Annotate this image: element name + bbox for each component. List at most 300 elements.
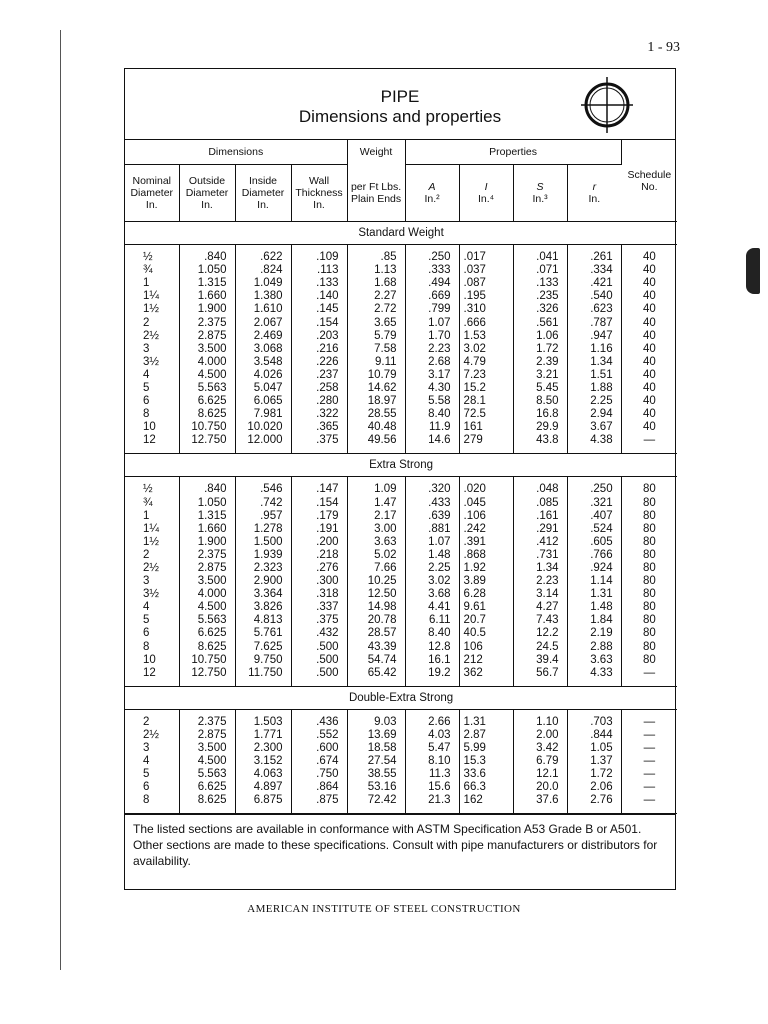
section-modulus-cell: 2.00 [513,729,567,742]
radius-of-gyration-cell: .540 [567,290,621,303]
area-cell: 4.41 [405,601,459,614]
schedule-no-cell: 80 [642,653,656,666]
nominal-diameter-cell: 3 [125,575,179,588]
weight-per-ft-cell: 3.65 [347,316,405,329]
weight-per-ft-cell: 7.66 [347,562,405,575]
schedule-no-cell: — [643,728,656,741]
section-modulus-cell: 6.79 [513,755,567,768]
weight-per-ft-cell: 54.74 [347,654,405,667]
area-cell: .333 [405,264,459,277]
page-number: 1 - 93 [647,40,680,55]
weight-header: Weight [347,140,405,165]
nominal-diameter-cell: ½ [125,251,179,264]
page-edge-mark [746,248,760,294]
weight-per-ft-cell: 2.27 [347,290,405,303]
moment-of-inertia-cell: .391 [459,536,513,549]
moment-of-inertia-cell: 15.2 [459,382,513,395]
section-modulus-cell: 4.27 [513,601,567,614]
wall-thickness-cell: .276 [291,562,347,575]
moment-of-inertia-cell: 362 [459,667,513,680]
table-row [125,421,677,434]
wall-thickness-cell: .280 [291,395,347,408]
inside-diameter-cell: 1.939 [235,549,291,562]
weight-per-ft-cell: 1.68 [347,277,405,290]
radius-of-gyration-cell: .524 [567,523,621,536]
schedule-no-cell: 80 [642,575,656,588]
moment-of-inertia-cell: 3.89 [459,575,513,588]
table-row [125,562,677,575]
moment-of-inertia-cell: 15.3 [459,755,513,768]
table-row [125,667,677,680]
pipe-table-frame [124,68,676,890]
table-row [125,497,677,510]
schedule-no-cell: — [643,794,656,807]
area-header: A In.² [405,165,459,222]
dimensions-header: Dimensions [125,140,347,165]
schedule-no-cell: 40 [642,264,656,277]
schedule-no-cell: — [643,434,656,447]
section-modulus-cell: 2.23 [513,575,567,588]
schedule-no-cell: 40 [642,381,656,394]
area-cell: .799 [405,303,459,316]
section-label: Standard Weight [125,222,677,245]
radius-of-gyration-cell: 1.72 [567,768,621,781]
schedule-no-cell: 80 [642,496,656,509]
schedule-no-cell: 80 [642,640,656,653]
wall-thickness-cell: .337 [291,601,347,614]
inside-diameter-cell: 12.000 [235,434,291,447]
section-modulus-cell: .412 [513,536,567,549]
moment-of-inertia-cell: 4.79 [459,356,513,369]
moment-of-inertia-cell: .666 [459,316,513,329]
section-modulus-cell: 1.72 [513,343,567,356]
wall-thickness-cell: .133 [291,277,347,290]
nominal-diameter-cell: 1 [125,277,179,290]
radius-of-gyration-cell: 2.25 [567,395,621,408]
moment-of-inertia-cell: 106 [459,641,513,654]
weight-per-ft-cell: 49.56 [347,434,405,447]
section-modulus-cell: 8.50 [513,395,567,408]
outside-diameter-cell: 2.375 [179,716,235,729]
nominal-diameter-cell: 2 [125,549,179,562]
section-modulus-cell: 3.14 [513,588,567,601]
outside-diameter-header: Outside Diameter In. [179,165,235,222]
wall-thickness-cell: .432 [291,627,347,640]
table-row [125,768,677,781]
weight-per-ft-cell: 2.17 [347,510,405,523]
nominal-diameter-cell: 3½ [125,356,179,369]
table-row [125,356,677,369]
area-cell: 2.25 [405,562,459,575]
weight-per-ft-cell: 5.02 [347,549,405,562]
schedule-no-cell: 40 [642,303,656,316]
nominal-diameter-cell: 4 [125,369,179,382]
outside-diameter-cell: 8.625 [179,794,235,807]
area-cell: .250 [405,251,459,264]
wall-thickness-cell: .674 [291,755,347,768]
moment-of-inertia-cell: .020 [459,483,513,496]
inside-diameter-cell: 3.364 [235,588,291,601]
table-row [125,316,677,329]
outside-diameter-cell: 1.315 [179,277,235,290]
inside-diameter-cell: 1.049 [235,277,291,290]
wall-thickness-cell: .200 [291,536,347,549]
moment-of-inertia-cell: .017 [459,251,513,264]
section-modulus-header: S In.³ [513,165,567,222]
moment-of-inertia-cell: 3.02 [459,343,513,356]
wall-thickness-cell: .191 [291,523,347,536]
wall-thickness-cell: .500 [291,641,347,654]
outside-diameter-cell: 4.500 [179,755,235,768]
table-row [125,523,677,536]
radius-of-gyration-cell: .924 [567,562,621,575]
moment-of-inertia-cell: 9.61 [459,601,513,614]
table-row [125,251,677,264]
outside-diameter-cell: 2.875 [179,562,235,575]
table-row [125,277,677,290]
section-modulus-cell: .291 [513,523,567,536]
weight-per-ft-cell: 27.54 [347,755,405,768]
radius-of-gyration-cell: 1.31 [567,588,621,601]
outside-diameter-cell: 3.500 [179,343,235,356]
nominal-diameter-cell: 1½ [125,303,179,316]
moment-of-inertia-cell: 66.3 [459,781,513,794]
outside-diameter-cell: 12.750 [179,434,235,447]
section-modulus-cell: 16.8 [513,408,567,421]
nominal-diameter-cell: 2 [125,716,179,729]
moment-of-inertia-cell: .242 [459,523,513,536]
wall-thickness-cell: .237 [291,369,347,382]
nominal-diameter-cell: 5 [125,382,179,395]
schedule-no-cell: 80 [642,522,656,535]
section-label: Double-Extra Strong [125,686,677,709]
table-row [125,716,677,729]
inside-diameter-cell: 7.981 [235,408,291,421]
radius-of-gyration-cell: 4.33 [567,667,621,680]
area-cell: 5.58 [405,395,459,408]
schedule-no-cell: — [643,755,656,768]
wall-thickness-cell: .436 [291,716,347,729]
outside-diameter-cell: 2.875 [179,729,235,742]
inside-diameter-cell: 11.750 [235,667,291,680]
weight-per-ft-cell: 14.62 [347,382,405,395]
outside-diameter-cell: 10.750 [179,421,235,434]
weight-per-ft-cell: 43.39 [347,641,405,654]
area-cell: 11.9 [405,421,459,434]
wall-thickness-cell: .113 [291,264,347,277]
area-cell: 8.40 [405,627,459,640]
nominal-diameter-cell: 5 [125,614,179,627]
section-modulus-cell: .048 [513,483,567,496]
weight-per-ft-cell: 38.55 [347,768,405,781]
moment-of-inertia-cell: 1.92 [459,562,513,575]
inside-diameter-header: Inside Diameter In. [235,165,291,222]
radius-of-gyration-cell: .623 [567,303,621,316]
table-row [125,549,677,562]
inside-diameter-cell: 4.026 [235,369,291,382]
wall-thickness-cell: .218 [291,549,347,562]
weight-per-ft-cell: 10.79 [347,369,405,382]
wall-thickness-cell: .318 [291,588,347,601]
nominal-diameter-cell: 12 [125,667,179,680]
outside-diameter-cell: 5.563 [179,614,235,627]
table-row [125,641,677,654]
outside-diameter-cell: 2.875 [179,330,235,343]
radius-of-gyration-cell: 1.51 [567,369,621,382]
area-cell: 8.40 [405,408,459,421]
schedule-no-cell: 80 [642,562,656,575]
outside-diameter-cell: 3.500 [179,575,235,588]
radius-of-gyration-cell: .421 [567,277,621,290]
wall-thickness-cell: .147 [291,483,347,496]
section-modulus-cell: 3.42 [513,742,567,755]
moment-of-inertia-cell: 162 [459,794,513,807]
area-cell: 3.68 [405,588,459,601]
radius-of-gyration-header: r In. [567,165,621,222]
nominal-diameter-header: Nominal Diameter In. [125,165,179,222]
wall-thickness-header: Wall Thickness In. [291,165,347,222]
outside-diameter-cell: 1.900 [179,536,235,549]
inside-diameter-cell: 2.469 [235,330,291,343]
section-modulus-cell: 37.6 [513,794,567,807]
section-modulus-cell: 12.2 [513,627,567,640]
area-cell: 1.07 [405,536,459,549]
radius-of-gyration-cell: .321 [567,497,621,510]
moment-of-inertia-cell: .037 [459,264,513,277]
wall-thickness-cell: .145 [291,303,347,316]
schedule-no-cell: 80 [642,614,656,627]
section-modulus-cell: 56.7 [513,667,567,680]
schedule-no-cell: 80 [642,601,656,614]
area-cell: 4.30 [405,382,459,395]
header-group-row [125,140,677,165]
outside-diameter-cell: 6.625 [179,627,235,640]
outside-diameter-cell: 8.625 [179,408,235,421]
inside-diameter-cell: 10.020 [235,421,291,434]
nominal-diameter-cell: 2 [125,316,179,329]
schedule-no-cell: 40 [642,421,656,434]
wall-thickness-cell: .750 [291,768,347,781]
moment-of-inertia-cell: 6.28 [459,588,513,601]
table-row [125,575,677,588]
table-row [125,330,677,343]
wall-thickness-cell: .864 [291,781,347,794]
area-cell: 3.02 [405,575,459,588]
nominal-diameter-cell: 1½ [125,536,179,549]
nominal-diameter-cell: 1 [125,510,179,523]
radius-of-gyration-cell: .844 [567,729,621,742]
inside-diameter-cell: 9.750 [235,654,291,667]
area-cell: 12.8 [405,641,459,654]
wall-thickness-cell: .322 [291,408,347,421]
schedule-header: Schedule No. [621,140,677,222]
area-cell: 16.1 [405,654,459,667]
wall-thickness-cell: .216 [291,343,347,356]
outside-diameter-cell: 6.625 [179,395,235,408]
section-label-row [125,686,677,709]
schedule-no-cell: — [643,666,656,679]
area-cell: .881 [405,523,459,536]
inside-diameter-cell: 7.625 [235,641,291,654]
radius-of-gyration-cell: .703 [567,716,621,729]
table-row [125,483,677,496]
inside-diameter-cell: .742 [235,497,291,510]
radius-of-gyration-cell: 1.34 [567,356,621,369]
radius-of-gyration-cell: 1.16 [567,343,621,356]
wall-thickness-cell: .258 [291,382,347,395]
moment-of-inertia-cell: 1.31 [459,716,513,729]
radius-of-gyration-cell: 1.84 [567,614,621,627]
outside-diameter-cell: 4.000 [179,356,235,369]
area-cell: 11.3 [405,768,459,781]
page-subtitle: Dimensions and properties [298,107,502,126]
moment-of-inertia-cell: 279 [459,434,513,447]
area-cell: .494 [405,277,459,290]
section-modulus-cell: .731 [513,549,567,562]
schedule-no-cell: 80 [642,627,656,640]
weight-per-ft-header: per Ft Lbs. Plain Ends [347,165,405,222]
table-row [125,654,677,667]
inside-diameter-cell: .546 [235,483,291,496]
area-cell: 2.23 [405,343,459,356]
radius-of-gyration-cell: .787 [567,316,621,329]
table-row [125,382,677,395]
schedule-no-cell: 40 [642,408,656,421]
schedule-no-cell: 40 [642,251,656,264]
weight-per-ft-cell: 72.42 [347,794,405,807]
nominal-diameter-cell: 8 [125,408,179,421]
table-row [125,536,677,549]
nominal-diameter-cell: 3 [125,343,179,356]
nominal-diameter-cell: 6 [125,627,179,640]
inside-diameter-cell: .957 [235,510,291,523]
weight-per-ft-cell: 1.47 [347,497,405,510]
outside-diameter-cell: 4.000 [179,588,235,601]
moment-of-inertia-cell: 72.5 [459,408,513,421]
section-modulus-cell: 5.45 [513,382,567,395]
radius-of-gyration-cell: 2.76 [567,794,621,807]
radius-of-gyration-cell: 1.37 [567,755,621,768]
footnote: The listed sections are available in conformance with ASTM Specification A53 Grade B or A501. Other sections are made to these specifications. Consult with pipe manufacturers or distributors for availability. [125,814,675,873]
radius-of-gyration-cell: .261 [567,251,621,264]
nominal-diameter-cell: 2½ [125,330,179,343]
moment-of-inertia-cell: 28.1 [459,395,513,408]
weight-per-ft-cell: 3.00 [347,523,405,536]
outside-diameter-cell: 1.660 [179,523,235,536]
nominal-diameter-cell: 10 [125,421,179,434]
table-row [125,588,677,601]
table-row [125,601,677,614]
wall-thickness-cell: .179 [291,510,347,523]
moment-of-inertia-cell: 20.7 [459,614,513,627]
weight-per-ft-cell: 18.97 [347,395,405,408]
section-modulus-cell: .041 [513,251,567,264]
moment-of-inertia-cell: 7.23 [459,369,513,382]
nominal-diameter-cell: 10 [125,654,179,667]
inside-diameter-cell: 3.068 [235,343,291,356]
wall-thickness-cell: .500 [291,667,347,680]
weight-per-ft-cell: 5.79 [347,330,405,343]
inside-diameter-cell: 2.323 [235,562,291,575]
outside-diameter-cell: 1.050 [179,497,235,510]
section-modulus-cell: 39.4 [513,654,567,667]
nominal-diameter-cell: ½ [125,483,179,496]
weight-per-ft-cell: .85 [347,251,405,264]
nominal-diameter-cell: 1¼ [125,290,179,303]
schedule-no-cell: 80 [642,509,656,522]
radius-of-gyration-cell: .250 [567,483,621,496]
weight-per-ft-cell: 12.50 [347,588,405,601]
binder-edge-line [60,30,61,970]
schedule-no-cell: 40 [642,395,656,408]
weight-per-ft-cell: 9.11 [347,356,405,369]
outside-diameter-cell: .840 [179,251,235,264]
wall-thickness-cell: .600 [291,742,347,755]
table-row [125,290,677,303]
nominal-diameter-cell: ¾ [125,497,179,510]
radius-of-gyration-cell: 2.06 [567,781,621,794]
outside-diameter-cell: 1.660 [179,290,235,303]
moment-of-inertia-cell: .106 [459,510,513,523]
moment-of-inertia-cell: 40.5 [459,627,513,640]
table-row [125,729,677,742]
nominal-diameter-cell: 12 [125,434,179,447]
outside-diameter-cell: 8.625 [179,641,235,654]
area-cell: 2.66 [405,716,459,729]
pipe-section-icon [579,75,635,133]
wall-thickness-cell: .140 [291,290,347,303]
area-cell: .433 [405,497,459,510]
section-modulus-cell: 29.9 [513,421,567,434]
schedule-no-cell: 40 [642,342,656,355]
table-row [125,614,677,627]
nominal-diameter-cell: 2½ [125,729,179,742]
inside-diameter-cell: 3.152 [235,755,291,768]
section-label-row [125,454,677,477]
area-cell: 8.10 [405,755,459,768]
outside-diameter-cell: 1.315 [179,510,235,523]
table-row [125,343,677,356]
moment-of-inertia-cell: 1.53 [459,330,513,343]
inside-diameter-cell: 3.548 [235,356,291,369]
outside-diameter-cell: 10.750 [179,654,235,667]
inside-diameter-cell: 4.813 [235,614,291,627]
schedule-no-cell: 40 [642,368,656,381]
inside-diameter-cell: .622 [235,251,291,264]
page-title: PIPE [380,87,420,106]
wall-thickness-cell: .154 [291,497,347,510]
area-cell: .669 [405,290,459,303]
section-modulus-cell: 3.21 [513,369,567,382]
header-column-row [125,165,677,222]
schedule-no-cell: 40 [642,329,656,342]
area-cell: .639 [405,510,459,523]
inside-diameter-cell: 3.826 [235,601,291,614]
nominal-diameter-cell: 4 [125,755,179,768]
radius-of-gyration-cell: 2.94 [567,408,621,421]
area-cell: 6.11 [405,614,459,627]
area-cell: 1.70 [405,330,459,343]
schedule-no-cell: 80 [642,535,656,548]
inside-diameter-cell: 1.278 [235,523,291,536]
nominal-diameter-cell: 1¼ [125,523,179,536]
section-modulus-cell: 1.34 [513,562,567,575]
radius-of-gyration-cell: 1.48 [567,601,621,614]
table-row [125,264,677,277]
radius-of-gyration-cell: 2.19 [567,627,621,640]
section-modulus-cell: 12.1 [513,768,567,781]
section-modulus-cell: .235 [513,290,567,303]
